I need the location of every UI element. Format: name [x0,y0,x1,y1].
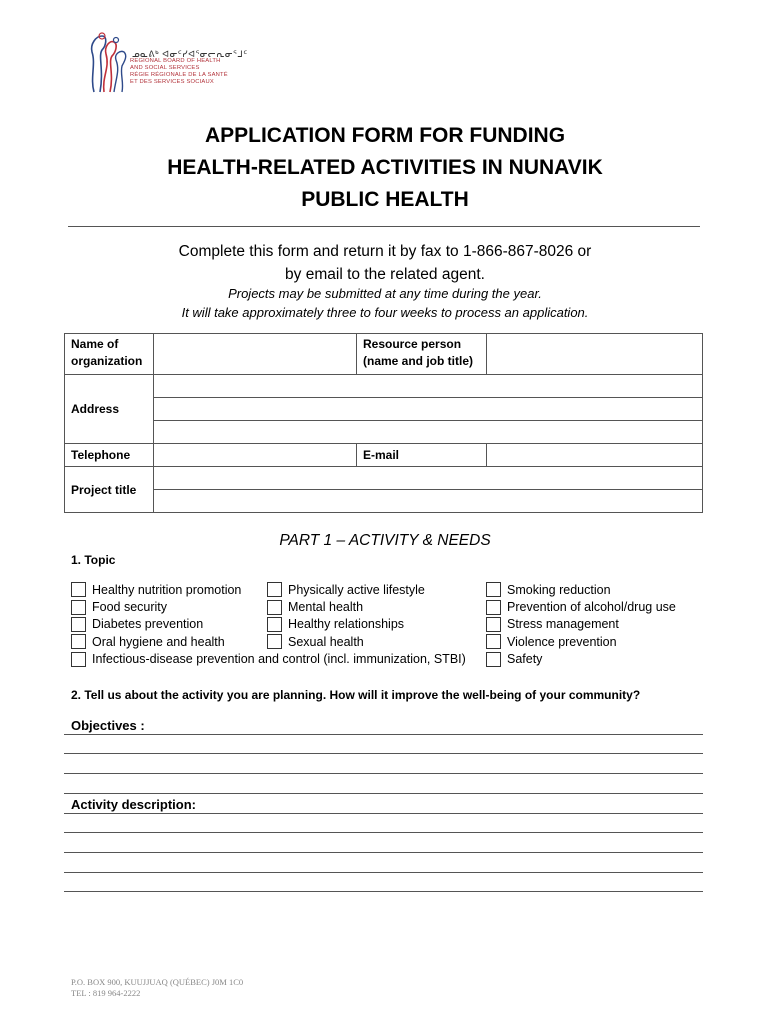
checkbox[interactable] [267,617,282,632]
logo-line: REGIONAL BOARD OF HEALTH [130,58,221,64]
intro-text [0,240,770,286]
resource-person-field[interactable] [487,334,703,375]
checkbox[interactable] [71,652,86,667]
logo [86,30,256,96]
intro-italic [0,284,770,322]
checkbox[interactable] [71,617,86,632]
checkbox[interactable] [486,634,501,649]
logo-syllabics: ᓄᓇᕕᒃ ᐊᓂᑦᓯᐊᕐᓂᓕᕆᓂᕐᒧᑦ [132,49,248,59]
topic-option[interactable] [486,651,676,668]
topic-option[interactable] [486,616,676,633]
address-field-line-2[interactable] [154,398,703,421]
name-of-organization-label: Name of organization [65,334,154,375]
topic-label: Physically active lifestyle [288,582,425,597]
intro-italic-line: It will take approximately three to four weeks to process an application. [181,305,589,320]
page-title [0,120,770,216]
checkbox[interactable] [267,582,282,597]
project-title-field-line-1[interactable] [154,467,703,490]
title-line: HEALTH-RELATED ACTIVITIES IN NUNAVIK [167,156,603,179]
topic-heading: 1. Topic [71,553,116,567]
topics-column-2 [267,581,425,651]
topic-label: Safety [507,652,543,667]
checkbox[interactable] [267,600,282,615]
topic-option[interactable] [267,581,425,598]
topic-option[interactable] [486,581,676,598]
address-field-line-1[interactable] [154,375,703,398]
email-field[interactable] [487,444,703,467]
topic-label: Stress management [507,617,619,632]
checkbox[interactable] [267,634,282,649]
checkbox[interactable] [71,634,86,649]
name-of-organization-field[interactable] [154,334,357,375]
activity-line[interactable] [64,872,703,873]
topic-label: Prevention of alcohol/drug use [507,600,676,615]
footer-line: P.O. BOX 900, KUUJJUAQ (QUÉBEC) J0M 1C0 [71,977,244,987]
topic-label: Infectious-disease prevention and control (incl. immunization, STBI) [92,652,466,667]
topic-label: Smoking reduction [507,582,611,597]
resource-person-label: Resource person (name and job title) [357,334,487,375]
email-label: E-mail [357,444,487,467]
topic-option[interactable] [267,616,425,633]
activity-line[interactable] [64,832,703,833]
checkbox[interactable] [71,582,86,597]
topic-label: Violence prevention [507,634,617,649]
topic-label: Healthy relationships [288,617,405,632]
topic-label: Mental health [288,600,364,615]
checkbox[interactable] [486,617,501,632]
topic-option[interactable] [486,598,676,615]
objectives-label: Objectives : [71,718,145,733]
title-line: APPLICATION FORM FOR FUNDING [204,124,566,147]
intro-line: by email to the related agent. [285,266,485,283]
footer-line: TEL : 819 964-2222 [71,988,141,998]
title-divider [68,226,700,227]
objectives-line[interactable] [64,793,703,794]
topic-label: Sexual health [288,634,364,649]
checkbox[interactable] [486,600,501,615]
logo-line: RÉGIE RÉGIONALE DE LA SANTÉ [130,72,228,78]
checkbox[interactable] [486,652,501,667]
title-line: PUBLIC HEALTH [301,188,469,211]
checkbox[interactable] [71,600,86,615]
intro-line: Complete this form and return it by fax to 1-866-867-8026 or [178,243,592,260]
objectives-line[interactable] [64,753,703,754]
activity-description-label: Activity description: [71,797,196,812]
topic-label: Food security [92,600,168,615]
topic-label: Diabetes prevention [92,617,204,632]
part1-heading: PART 1 – ACTIVITY & NEEDS [279,532,491,549]
question-2: 2. Tell us about the activity you are planning. How will it improve the well-being of your community? [71,688,641,702]
logo-figures-icon [86,30,134,96]
activity-line[interactable] [64,813,703,814]
activity-line[interactable] [64,891,703,892]
topic-option[interactable] [267,598,425,615]
topic-label: Oral hygiene and health [92,634,225,649]
organization-info-table [64,333,703,513]
project-title-field-line-2[interactable] [154,490,703,513]
objectives-line[interactable] [64,773,703,774]
logo-line: AND SOCIAL SERVICES [130,65,200,71]
address-field-line-3[interactable] [154,421,703,444]
footer-address [71,977,243,999]
logo-text [130,58,228,86]
telephone-label: Telephone [65,444,154,467]
objectives-line[interactable] [64,734,703,735]
project-title-label: Project title [65,467,154,513]
topic-option[interactable] [486,633,676,650]
checkbox[interactable] [486,582,501,597]
logo-line: ET DES SERVICES SOCIAUX [130,79,214,85]
topic-label: Healthy nutrition promotion [92,582,242,597]
telephone-field[interactable] [154,444,357,467]
address-label: Address [65,375,154,444]
activity-line[interactable] [64,852,703,853]
topics-column-3 [486,581,676,668]
topic-option[interactable] [71,651,466,668]
intro-italic-line: Projects may be submitted at any time during the year. [228,286,542,301]
topic-option[interactable] [267,633,425,650]
